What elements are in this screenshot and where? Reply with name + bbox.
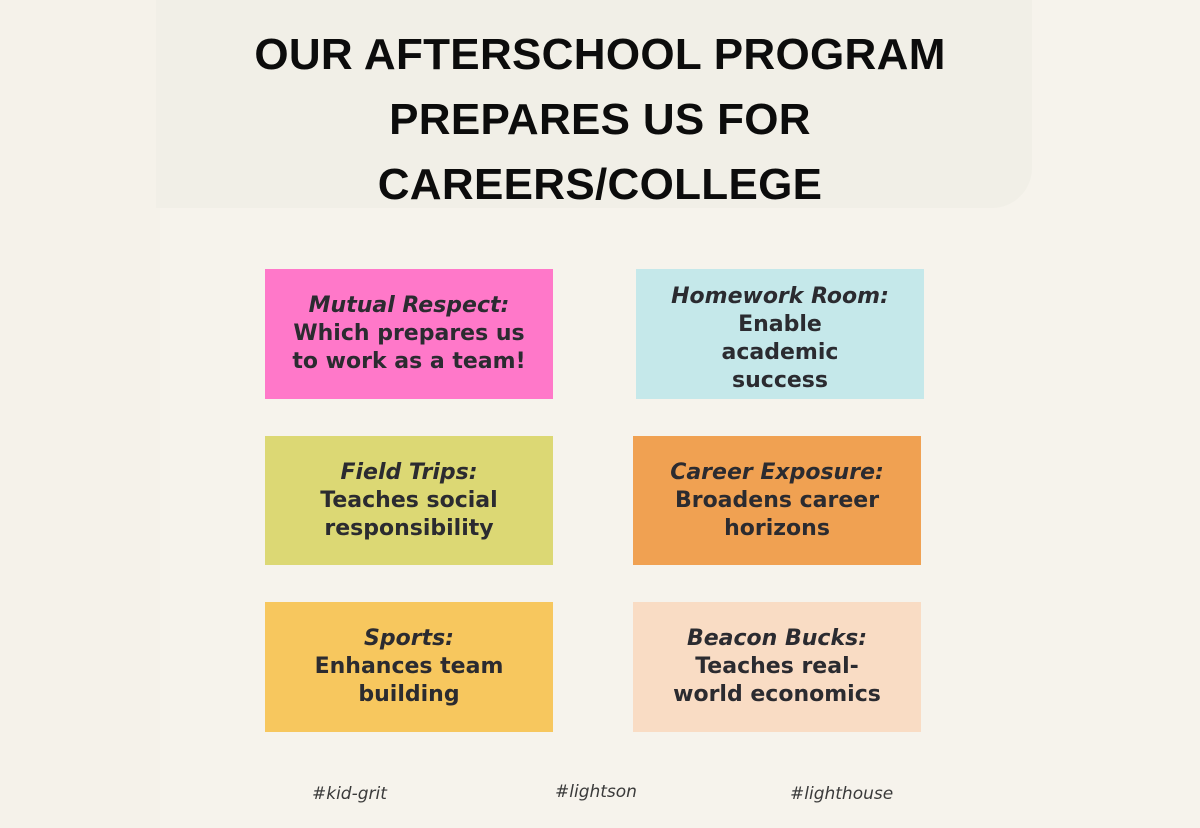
card-career-exposure <box>633 436 921 565</box>
card-homework-room <box>636 269 924 399</box>
card-heading: Beacon Bucks: <box>686 626 867 651</box>
title-line-1: OUR AFTERSCHOOL PROGRAM <box>254 30 946 79</box>
card-body: Enable academic success <box>721 312 839 393</box>
hashtag-lighthouse: #lighthouse <box>790 784 894 804</box>
card-beacon-bucks <box>633 602 921 732</box>
card-body: Teaches social responsibility <box>320 487 498 541</box>
card-body: Enhances team building <box>314 654 504 707</box>
card-mutual-respect <box>265 269 553 399</box>
card-heading: Career Exposure: <box>670 459 884 485</box>
card-heading: Homework Room: <box>671 284 889 309</box>
card-field-trips <box>265 436 553 565</box>
card-sports <box>265 602 553 732</box>
card-body: Broadens career horizons <box>674 487 880 541</box>
poster-title <box>0 22 1200 217</box>
card-heading: Mutual Respect: <box>308 293 510 318</box>
title-line-2: PREPARES US FOR <box>389 95 811 144</box>
card-heading: Sports: <box>364 626 454 651</box>
title-line-3: CAREERS/COLLEGE <box>377 160 823 209</box>
hashtag-lightson: #lightson <box>555 782 637 802</box>
card-body: Teaches real- world economics <box>673 654 881 707</box>
card-body: Which prepares us to work as a team! <box>292 321 526 374</box>
card-heading: Field Trips: <box>340 459 478 485</box>
hashtag-kid-grit: #kid-grit <box>312 784 387 804</box>
